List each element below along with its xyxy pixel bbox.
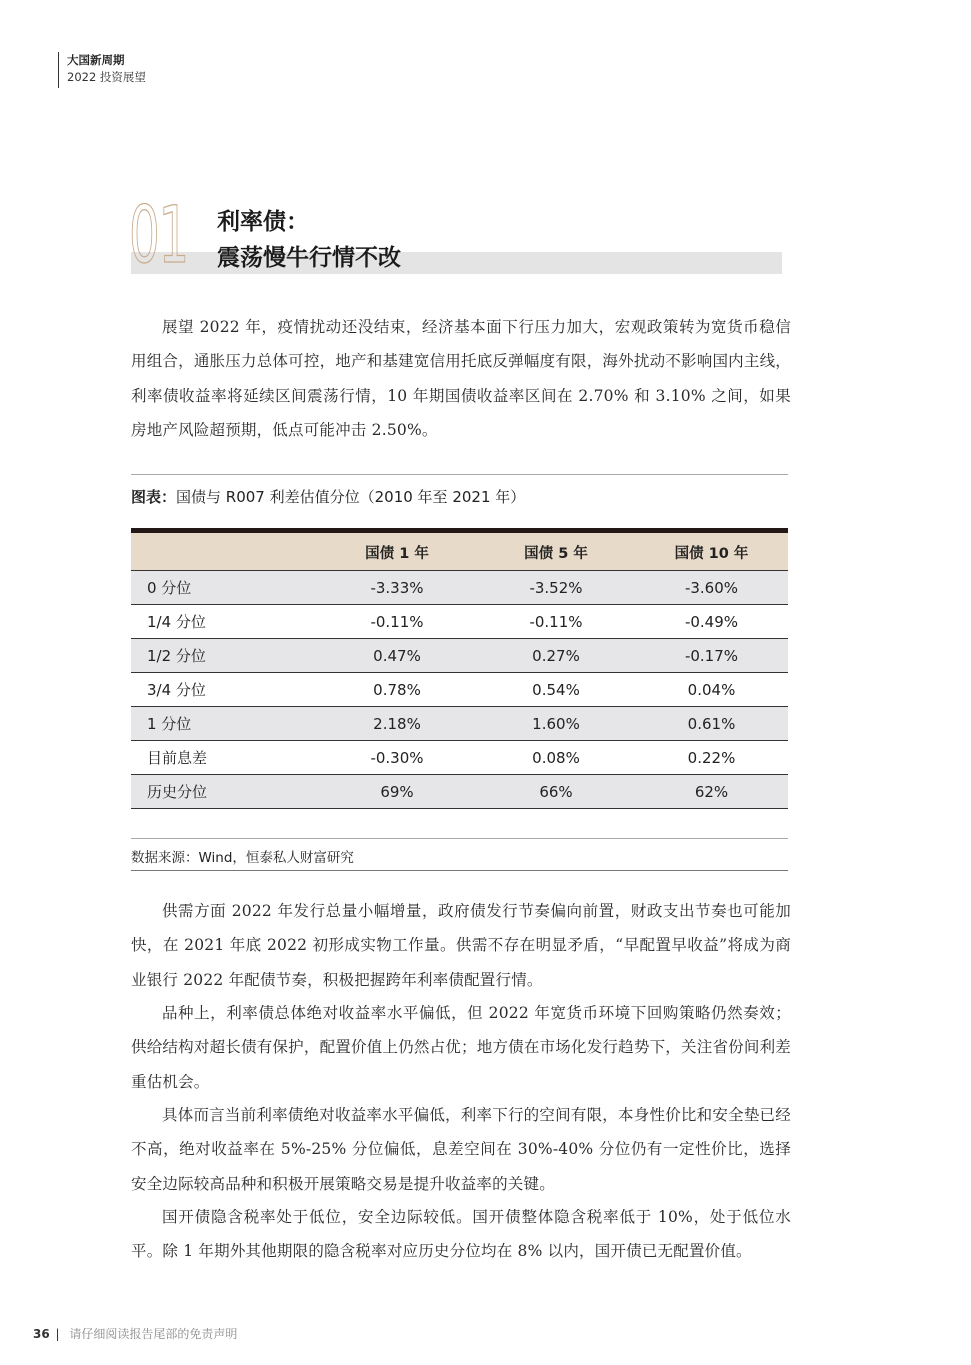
row-label: 1/2 分位 — [131, 639, 317, 673]
table-row — [131, 571, 788, 605]
cell-1y: -3.33% — [317, 571, 477, 605]
spread-percentile-table — [131, 528, 788, 809]
cell-10y: 62% — [635, 775, 788, 809]
table-header-1y: 国债 1 年 — [365, 546, 429, 562]
cell-5y: 0.27% — [477, 639, 635, 673]
section-title-line1: 利率债： — [217, 209, 309, 235]
table-row — [131, 741, 788, 775]
cell-5y: 1.60% — [477, 707, 635, 741]
cell-1y: 0.78% — [317, 673, 477, 707]
row-label: 0 分位 — [131, 571, 317, 605]
cell-5y: -0.11% — [477, 605, 635, 639]
source-bottom-rule — [131, 870, 788, 871]
cell-1y: 0.47% — [317, 639, 477, 673]
row-label: 1 分位 — [131, 707, 317, 741]
table-header-label — [131, 531, 317, 571]
running-header-subtitle: 2022 投资展望 — [67, 70, 146, 84]
figure-caption — [131, 486, 525, 507]
running-header — [58, 52, 146, 88]
table-row — [131, 775, 788, 809]
cell-5y: 66% — [477, 775, 635, 809]
running-header-title: 大国新周期 — [67, 53, 125, 67]
row-label: 目前息差 — [131, 741, 317, 775]
cell-1y: -0.30% — [317, 741, 477, 775]
figure-caption-text: 国债与 R007 利差估值分位（2010 年至 2021 年） — [176, 488, 526, 506]
paragraph-varieties: 品种上，利率债总体绝对收益率水平偏低，但 2022 年宽货币环境下回购策略仍然奏效；供给结构对超长债有保护，配置价值上仍然占优；地方债在市场化发行趋势下，关注省份间利差重估机会。 — [131, 1004, 791, 1091]
section-title-line2: 震荡慢牛行情不改 — [217, 245, 401, 271]
paragraph-cdb-bonds: 国开债隐含税率处于低位，安全边际较低。国开债整体隐含税率低于 10%，处于低位水平。除 1 年期外其他期限的隐含税率对应历史分位均在 8% 以内，国开债已无配置价值。 — [131, 1208, 791, 1261]
cell-10y: -3.60% — [635, 571, 788, 605]
cell-10y: -0.49% — [635, 605, 788, 639]
cell-5y: -3.52% — [477, 571, 635, 605]
cell-1y: 2.18% — [317, 707, 477, 741]
row-label: 1/4 分位 — [131, 605, 317, 639]
footer-disclaimer: 请仔细阅读报告尾部的免责声明 — [69, 1327, 238, 1341]
section-title — [217, 205, 401, 275]
cell-10y: 0.22% — [635, 741, 788, 775]
table-header-5y: 国债 5 年 — [524, 546, 588, 562]
cell-10y: -0.17% — [635, 639, 788, 673]
paragraph-supply-demand: 供需方面 2022 年发行总量小幅增量，政府债发行节奏偏向前置，财政支出节奏也可能加快，在 2021 年底 2022 初形成实物工作量。供需不存在明显矛盾，“早配置早收益”将成为商业银行 2022 年配债节奏，积极把握跨年利率债配置行情。 — [131, 902, 791, 989]
cell-5y: 0.54% — [477, 673, 635, 707]
paragraph-specifics: 具体而言当前利率债绝对收益率水平偏低，利率下行的空间有限，本身性价比和安全垫已经不高，绝对收益率在 5%-25% 分位偏低，息差空间在 30%-40% 分位仍有一定性价比，选择安全边际较高品种和积极开展策略交易是提升收益率的关键。 — [131, 1106, 791, 1193]
table-row — [131, 707, 788, 741]
page-number: 36 — [33, 1327, 50, 1341]
figure-caption-label: 图表： — [131, 488, 177, 506]
source-top-rule — [131, 838, 788, 839]
row-label: 历史分位 — [131, 775, 317, 809]
figure-source: 数据来源：Wind，恒泰私人财富研究 — [131, 850, 354, 866]
page-footer — [33, 1325, 237, 1342]
row-label: 3/4 分位 — [131, 673, 317, 707]
section-number: 01 — [129, 191, 189, 281]
cell-1y: -0.11% — [317, 605, 477, 639]
footer-separator: | — [55, 1327, 60, 1341]
cell-5y: 0.08% — [477, 741, 635, 775]
cell-10y: 0.61% — [635, 707, 788, 741]
paragraph-intro: 展望 2022 年，疫情扰动还没结束，经济基本面下行压力加大，宏观政策转为宽货币稳信用组合，通胀压力总体可控，地产和基建宽信用托底反弹幅度有限，海外扰动不影响国内主线，利率债收益率将延续区间震荡行情，10 年期国债收益率区间在 2.70% 和 3.10% 之间，如果房地产风险超预期，低点可能冲击 2.50%。 — [131, 318, 791, 439]
table-row — [131, 639, 788, 673]
table-header-10y: 国债 10 年 — [674, 546, 749, 562]
table-row — [131, 605, 788, 639]
figure-top-rule — [131, 474, 788, 475]
cell-1y: 69% — [317, 775, 477, 809]
table-row — [131, 673, 788, 707]
table-header-row — [131, 531, 788, 571]
cell-10y: 0.04% — [635, 673, 788, 707]
